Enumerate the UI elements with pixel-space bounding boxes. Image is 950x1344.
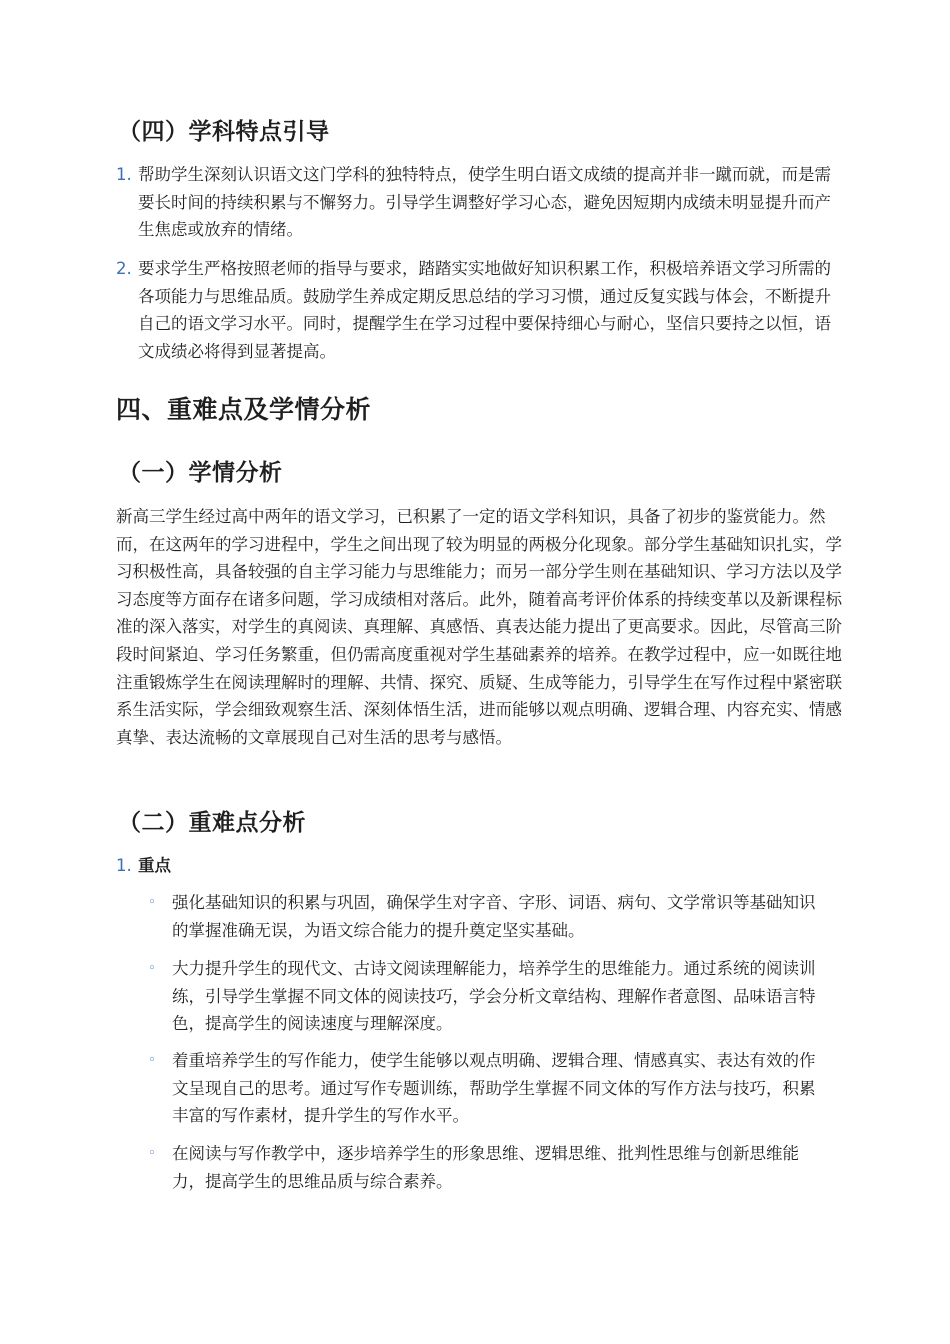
bullet-marker: ◦ bbox=[148, 1146, 156, 1161]
key-points-label: 重点 bbox=[138, 856, 171, 875]
bullet-text: 大力提升学生的现代文、古诗文阅读理解能力，培养学生的思维能力。通过系统的阅读训练，引导学生掌握不同文体的阅读技巧，学会分析文章结构、理解作者意图、品味语言特色，提高学生的阅读速度与理解深度。 bbox=[172, 959, 816, 1033]
learning-analysis-paragraph: 新高三学生经过高中两年的语文学习，已积累了一定的语文学科知识，具备了初步的鉴赏能力。然而，在这两年的学习进程中，学生之间出现了较为明显的两极分化现象。部分学生基础知识扎实，学习积极性高，具备较强的自主学习能力与思维能力；而另一部分学生则在基础知识、学习方法以及学习态度等方面存在诸多问题，学习成绩相对落后。此外，随着高考评价体系的持续变革以及新课程标准的深入落实，对学生的真阅读、真理解、真感悟、真表达能力提出了更高要求。因此，尽管高三阶段时间紧迫、学习任务繁重，但仍需高度重视对学生基础素养的培养。在教学过程中，应一如既往地注重锻炼学生在阅读理解时的理解、共情、探究、质疑、生成等能力，引导学生在写作过程中紧密联系生活实际，学会细致观察生活、深刻体悟生活，进而能够以观点明确、逻辑合理、内容充实、情感真挚、表达流畅的文章展现自己对生活的思考与感悟。 bbox=[116, 507, 842, 747]
list-number: 2. bbox=[116, 259, 132, 278]
bullet-item bbox=[148, 1047, 828, 1130]
list-number: 1. bbox=[116, 856, 132, 875]
subsection-heading-learning-analysis: （一）学情分析 bbox=[118, 460, 283, 486]
list-item bbox=[116, 161, 836, 244]
bullet-text: 强化基础知识的积累与巩固，确保学生对字音、字形、词语、病句、文学常识等基础知识的掌握准确无误，为语文综合能力的提升奠定坚实基础。 bbox=[172, 893, 816, 940]
list-number: 1. bbox=[116, 165, 132, 184]
subsection-heading-key-difficulty-analysis: （二）重难点分析 bbox=[118, 810, 306, 836]
bullet-text: 在阅读与写作教学中，逐步培养学生的形象思维、逻辑思维、批判性思维与创新思维能力，提高学生的思维品质与综合素养。 bbox=[172, 1144, 799, 1191]
list-item bbox=[116, 255, 836, 365]
subsection-heading-subject-guidance: （四）学科特点引导 bbox=[118, 119, 330, 145]
bullet-marker: ◦ bbox=[148, 895, 156, 910]
section-heading-key-points: 四、重难点及学情分析 bbox=[116, 395, 372, 424]
list-item-text: 帮助学生深刻认识语文这门学科的独特特点，使学生明白语文成绩的提高并非一蹴而就，而是需要长时间的持续积累与不懈努力。引导学生调整好学习心态，避免因短期内成绩未明显提升而产生焦虑或放弃的情绪。 bbox=[138, 165, 831, 239]
bullet-item bbox=[148, 889, 828, 944]
bullet-item bbox=[148, 955, 828, 1038]
bullet-item bbox=[148, 1140, 828, 1195]
list-item-text: 要求学生严格按照老师的指导与要求，踏踏实实地做好知识积累工作，积极培养语文学习所需的各项能力与思维品质。鼓励学生养成定期反思总结的学习习惯，通过反复实践与体会，不断提升自己的语文学习水平。同时，提醒学生在学习过程中要保持细心与耐心，坚信只要持之以恒，语文成绩必将得到显著提高。 bbox=[138, 259, 831, 361]
bullet-marker: ◦ bbox=[148, 1053, 156, 1068]
bullet-text: 着重培养学生的写作能力，使学生能够以观点明确、逻辑合理、情感真实、表达有效的作文呈现自己的思考。通过写作专题训练，帮助学生掌握不同文体的写作方法与技巧，积累丰富的写作素材，提升学生的写作水平。 bbox=[172, 1051, 816, 1125]
list-item bbox=[116, 852, 836, 880]
bullet-marker: ◦ bbox=[148, 961, 156, 976]
